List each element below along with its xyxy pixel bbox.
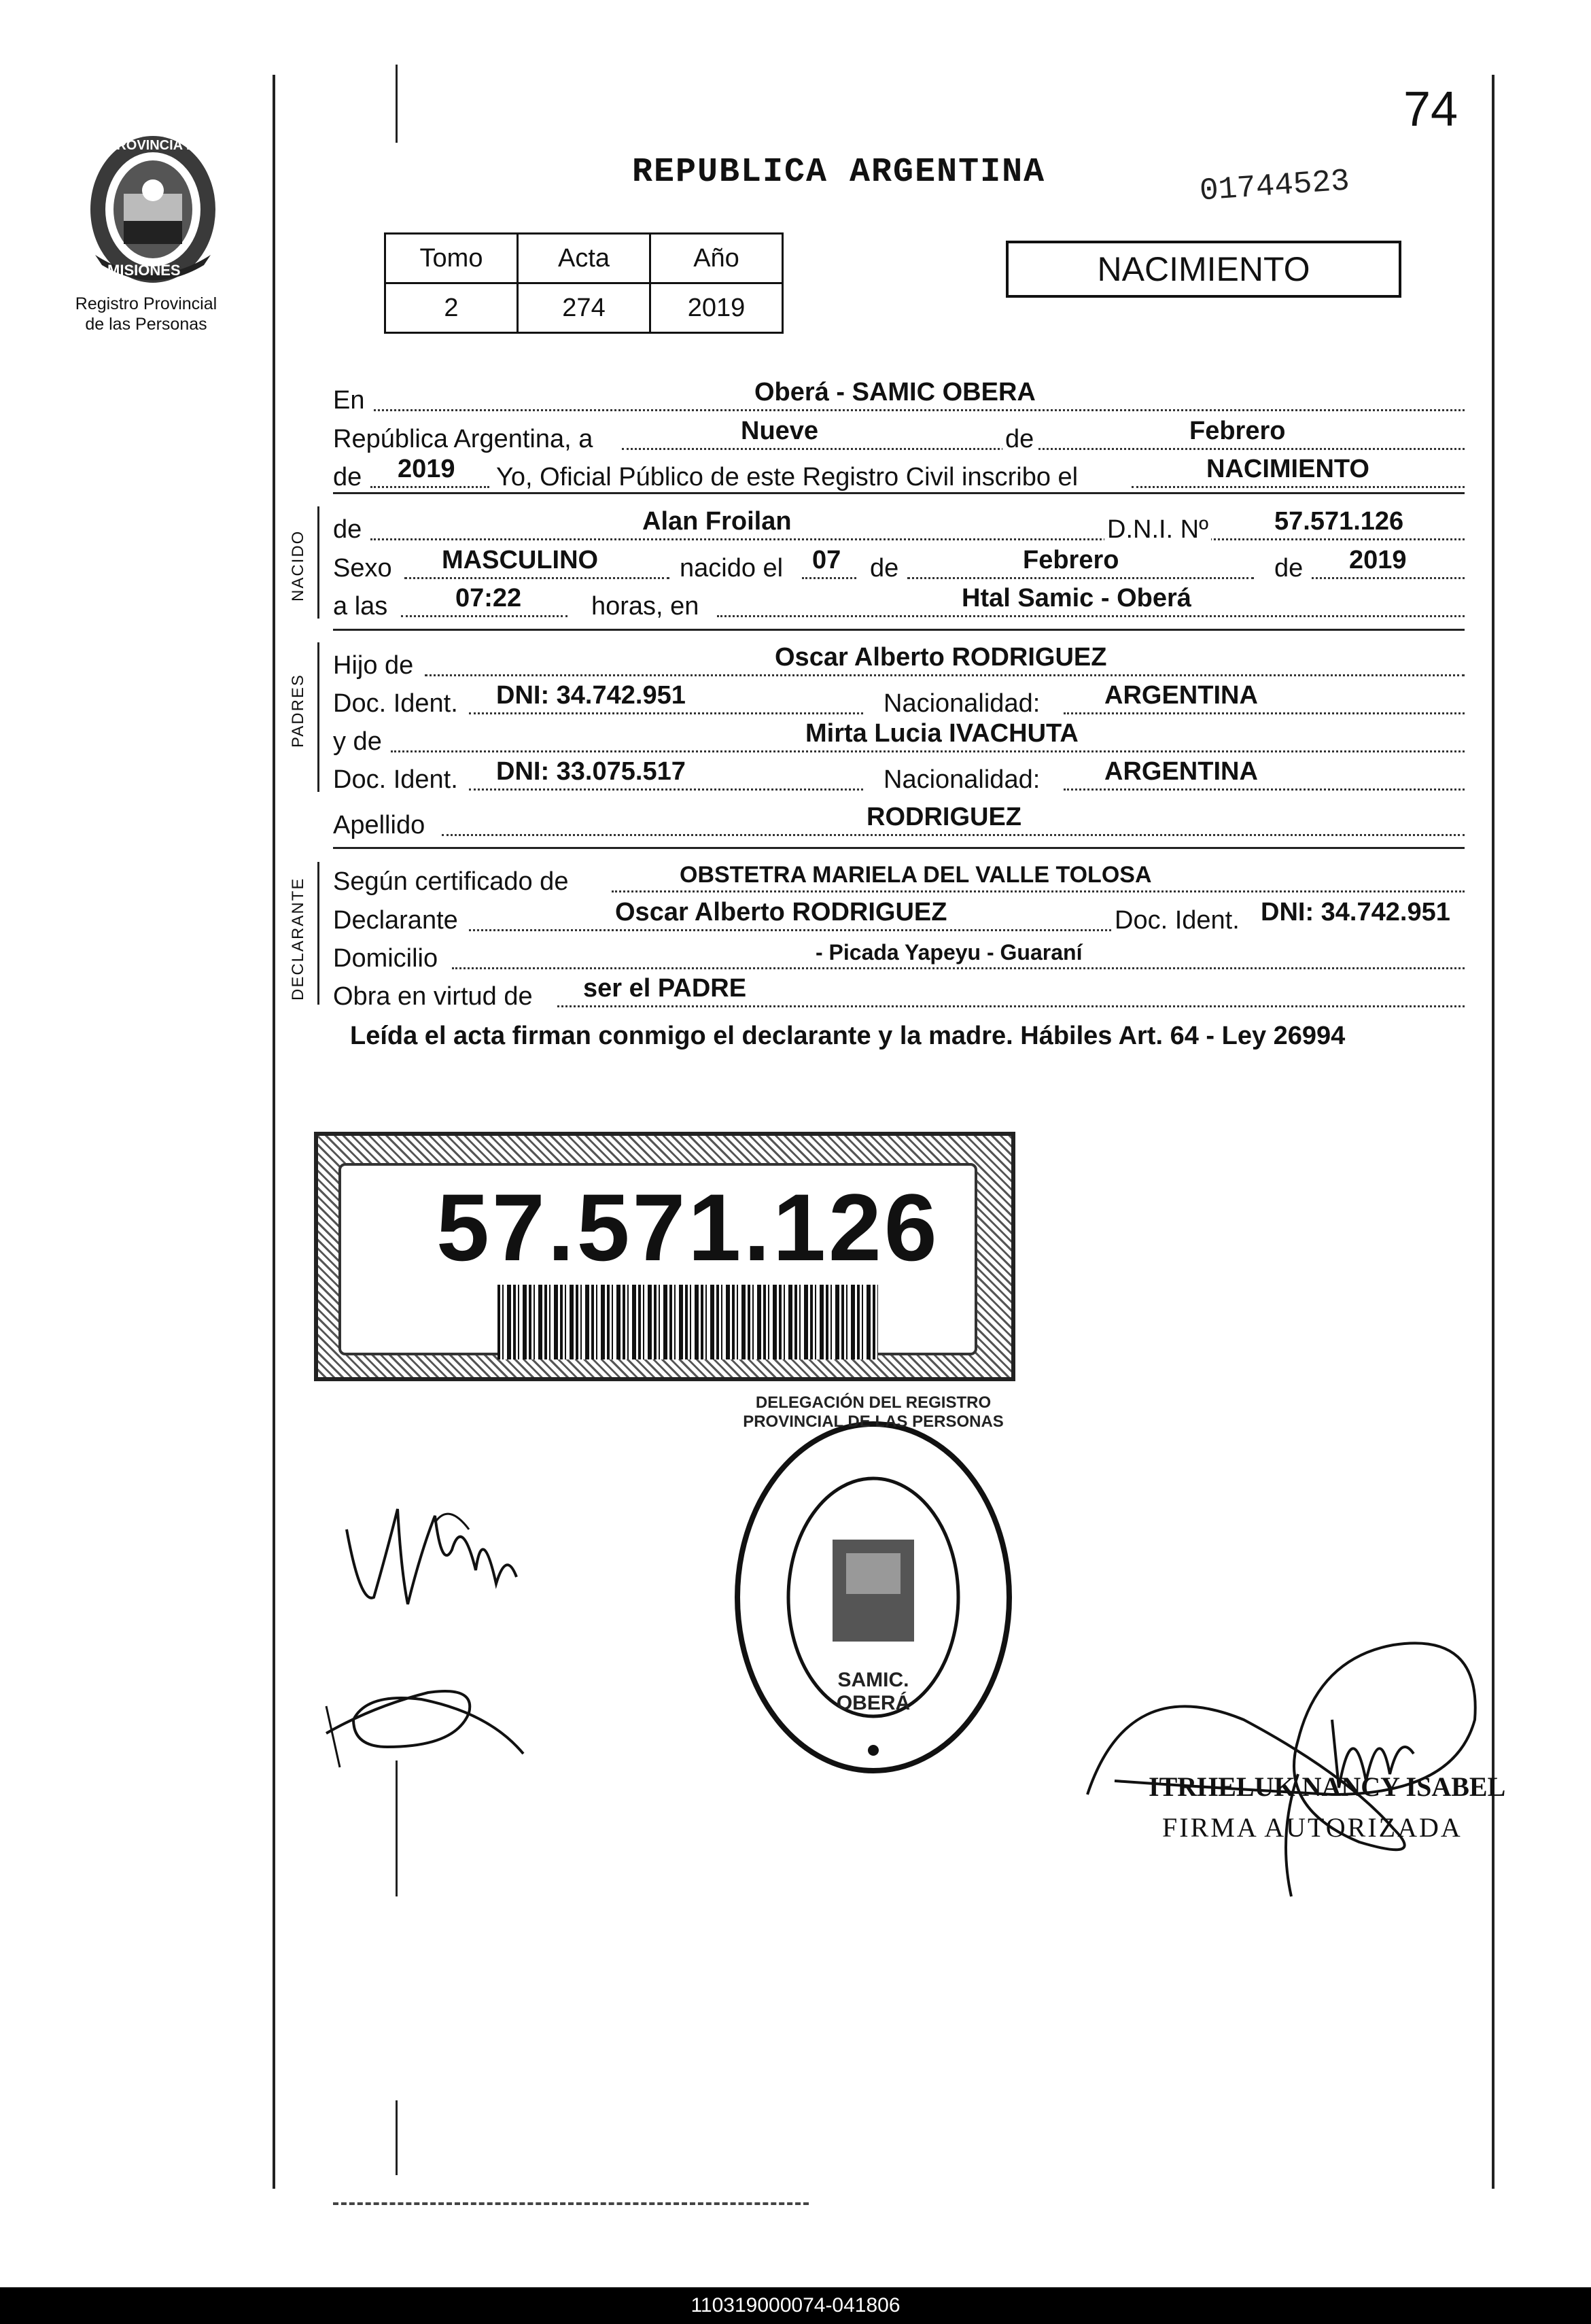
dotted-fill — [391, 750, 1465, 752]
row-certificate — [333, 859, 1465, 897]
section-divider — [333, 492, 1465, 494]
footer-code: 110319000074-041806 — [690, 2294, 901, 2317]
value-father-nationality: ARGENTINA — [1104, 681, 1258, 710]
dni-sticker-number: 57.571.126 — [436, 1174, 940, 1281]
label-de5: de — [1274, 554, 1304, 583]
table-header-ano: Año — [650, 234, 783, 283]
closing-statement: Leída el acta firman conmigo el declarante y la madre. Hábiles Art. 64 - Ley 26994 — [350, 1022, 1346, 1050]
value-address: - Picada Yapeyu - Guaraní — [816, 940, 1083, 965]
official-seal-icon — [724, 1414, 1023, 1781]
label-sexo: Sexo — [333, 554, 392, 583]
value-place: Oberá - SAMIC OBERA — [754, 378, 1036, 406]
dotted-fill — [401, 615, 567, 617]
table-value-ano: 2019 — [650, 283, 783, 333]
value-acting: ser el PADRE — [583, 974, 747, 1003]
dotted-fill — [404, 577, 669, 579]
table-value-acta: 274 — [518, 283, 650, 333]
label-born: nacido el — [680, 554, 784, 583]
label-son-of: Hijo de — [333, 651, 414, 680]
dotted-fill — [469, 712, 863, 714]
row-father — [333, 642, 1465, 680]
barcode-icon — [497, 1285, 878, 1359]
dotted-fill — [1064, 712, 1465, 714]
document-type-box: NACIMIENTO — [1006, 241, 1401, 298]
emblem-ring-top: PROVINCIA DE — [107, 138, 205, 153]
footer-bar — [0, 2287, 1591, 2324]
statement-text: Yo, Oficial Público de este Registro Civil inscribo el — [496, 463, 1079, 491]
label-address: Domicilio — [333, 944, 438, 973]
row-date — [333, 416, 1465, 454]
page-number: 74 — [1403, 82, 1458, 137]
bottom-cut-mark — [396, 1761, 398, 1896]
row-child-name — [333, 506, 1465, 544]
row-inscription — [333, 454, 1465, 492]
value-month: Febrero — [1189, 417, 1286, 445]
dotted-fill — [622, 448, 1465, 450]
dotted-fill — [442, 834, 1465, 836]
label-certificate: Según certificado de — [333, 867, 569, 896]
row-place — [333, 377, 1465, 415]
label-doc-father: Doc. Ident. — [333, 689, 458, 718]
label-de: de — [1002, 424, 1036, 454]
dotted-fill — [907, 577, 1254, 579]
table-header-tomo: Tomo — [385, 234, 518, 283]
value-surname: RODRIGUEZ — [867, 803, 1021, 831]
row-address — [333, 935, 1465, 973]
value-act-type: NACIMIENTO — [1206, 455, 1369, 483]
signature-declarant-icon — [333, 1468, 550, 1618]
row-mother-doc — [333, 757, 1465, 795]
label-en: En — [333, 386, 365, 415]
dotted-fill — [370, 486, 489, 488]
label-doc-declarant: Doc. Ident. — [1115, 906, 1240, 935]
label-de2: de — [333, 463, 362, 491]
dotted-fill — [1064, 788, 1465, 791]
nacido-side-bar — [317, 506, 319, 619]
dotted-fill — [717, 615, 1465, 617]
padres-side-bar — [317, 642, 319, 792]
table-value-tomo: 2 — [385, 283, 518, 333]
row-acting — [333, 973, 1465, 1011]
dotted-fill — [802, 577, 856, 579]
left-margin-line — [273, 75, 275, 2189]
logo-caption-line1: Registro Provincial — [75, 294, 217, 313]
dotted-fill — [452, 967, 1465, 969]
table-header-acta: Acta — [518, 234, 650, 283]
signature-mother-icon — [313, 1645, 537, 1781]
label-nationality-mother: Nacionalidad: — [884, 765, 1041, 794]
nacido-side-label: NACIDO — [289, 530, 307, 602]
label-republic: República Argentina, a — [333, 425, 593, 453]
value-certificate: OBSTETRA MARIELA DEL VALLE TOLOSA — [680, 862, 1152, 888]
value-father-doc: DNI: 34.742.951 — [496, 681, 686, 710]
row-declarant — [333, 897, 1465, 935]
declarante-side-bar — [317, 862, 319, 1005]
label-declarant: Declarante — [333, 906, 458, 935]
dotted-fill — [612, 890, 1465, 892]
label-hours: horas, en — [591, 592, 699, 621]
padres-side-label: PADRES — [289, 674, 307, 748]
dotted-fill — [425, 674, 1465, 676]
value-birth-day: 07 — [812, 546, 841, 574]
country-title: REPUBLICA ARGENTINA — [632, 153, 1046, 192]
bottom-cut-mark — [396, 2100, 398, 2175]
value-birth-place: Htal Samic - Oberá — [962, 584, 1191, 612]
value-father: Oscar Alberto RODRIGUEZ — [775, 643, 1107, 672]
value-mother-doc: DNI: 33.075.517 — [496, 757, 686, 786]
section-divider — [333, 629, 1465, 631]
value-sex: MASCULINO — [442, 546, 599, 574]
authorized-official-title: FIRMA AUTORIZADA — [1162, 1812, 1463, 1843]
logo-caption — [54, 294, 238, 334]
signature-official-icon — [1074, 1618, 1495, 1910]
label-de4: de — [870, 554, 899, 583]
seal-ring-text: DELEGACIÓN DEL REGISTRO PROVINCIAL DE LAS PERSONAS — [743, 1393, 1004, 1431]
label-and: y de — [333, 727, 382, 756]
row-surname — [333, 802, 1465, 840]
value-child-name: Alan Froilan — [642, 507, 792, 536]
row-mother — [333, 718, 1465, 757]
label-surname: Apellido — [333, 811, 425, 839]
value-mother-nationality: ARGENTINA — [1104, 757, 1258, 786]
section-divider — [333, 847, 1465, 849]
label-nationality-father: Nacionalidad: — [884, 689, 1041, 718]
dotted-fill — [557, 1005, 1465, 1007]
seal-inner-text: SAMIC. OBERÁ — [836, 1669, 911, 1714]
row-sex-birth — [333, 545, 1465, 583]
reference-table — [384, 232, 784, 334]
dotted-fill — [370, 538, 1465, 540]
serial-number: 01744523 — [1198, 163, 1351, 209]
value-birth-month: Febrero — [1023, 546, 1119, 574]
emblem-ring-bottom: MISIONES — [107, 262, 181, 279]
dotted-fill — [1312, 577, 1465, 579]
dotted-fill — [1132, 486, 1465, 488]
row-father-doc — [333, 680, 1465, 718]
value-mother: Mirta Lucia IVACHUTA — [805, 719, 1079, 748]
logo-caption-line2: de las Personas — [85, 315, 207, 334]
label-time: a las — [333, 592, 388, 621]
value-day-word: Nueve — [741, 417, 819, 445]
dotted-fill — [374, 409, 1465, 411]
bottom-dashed-line — [333, 2202, 809, 2205]
value-year: 2019 — [398, 455, 455, 483]
dni-sticker — [314, 1132, 1015, 1381]
label-acting: Obra en virtud de — [333, 982, 533, 1011]
declarante-side-label: DECLARANTE — [289, 877, 307, 1001]
label-doc-mother: Doc. Ident. — [333, 765, 458, 794]
value-declarant: Oscar Alberto RODRIGUEZ — [615, 898, 947, 926]
label-dni: D.N.I. Nº — [1104, 515, 1211, 544]
value-declarant-doc: DNI: 34.742.951 — [1261, 898, 1450, 926]
label-de3: de — [333, 515, 362, 544]
value-birth-time: 07:22 — [455, 584, 522, 612]
top-cut-mark — [396, 65, 398, 143]
value-child-dni: 57.571.126 — [1274, 507, 1404, 536]
dotted-fill — [469, 929, 1111, 931]
row-time-place — [333, 583, 1465, 621]
dni-sticker-inner — [338, 1163, 977, 1355]
dotted-fill — [469, 788, 863, 791]
authorized-official-name: ITRHELUK NANCY ISABEL — [1149, 1771, 1506, 1802]
value-birth-year: 2019 — [1349, 546, 1407, 574]
